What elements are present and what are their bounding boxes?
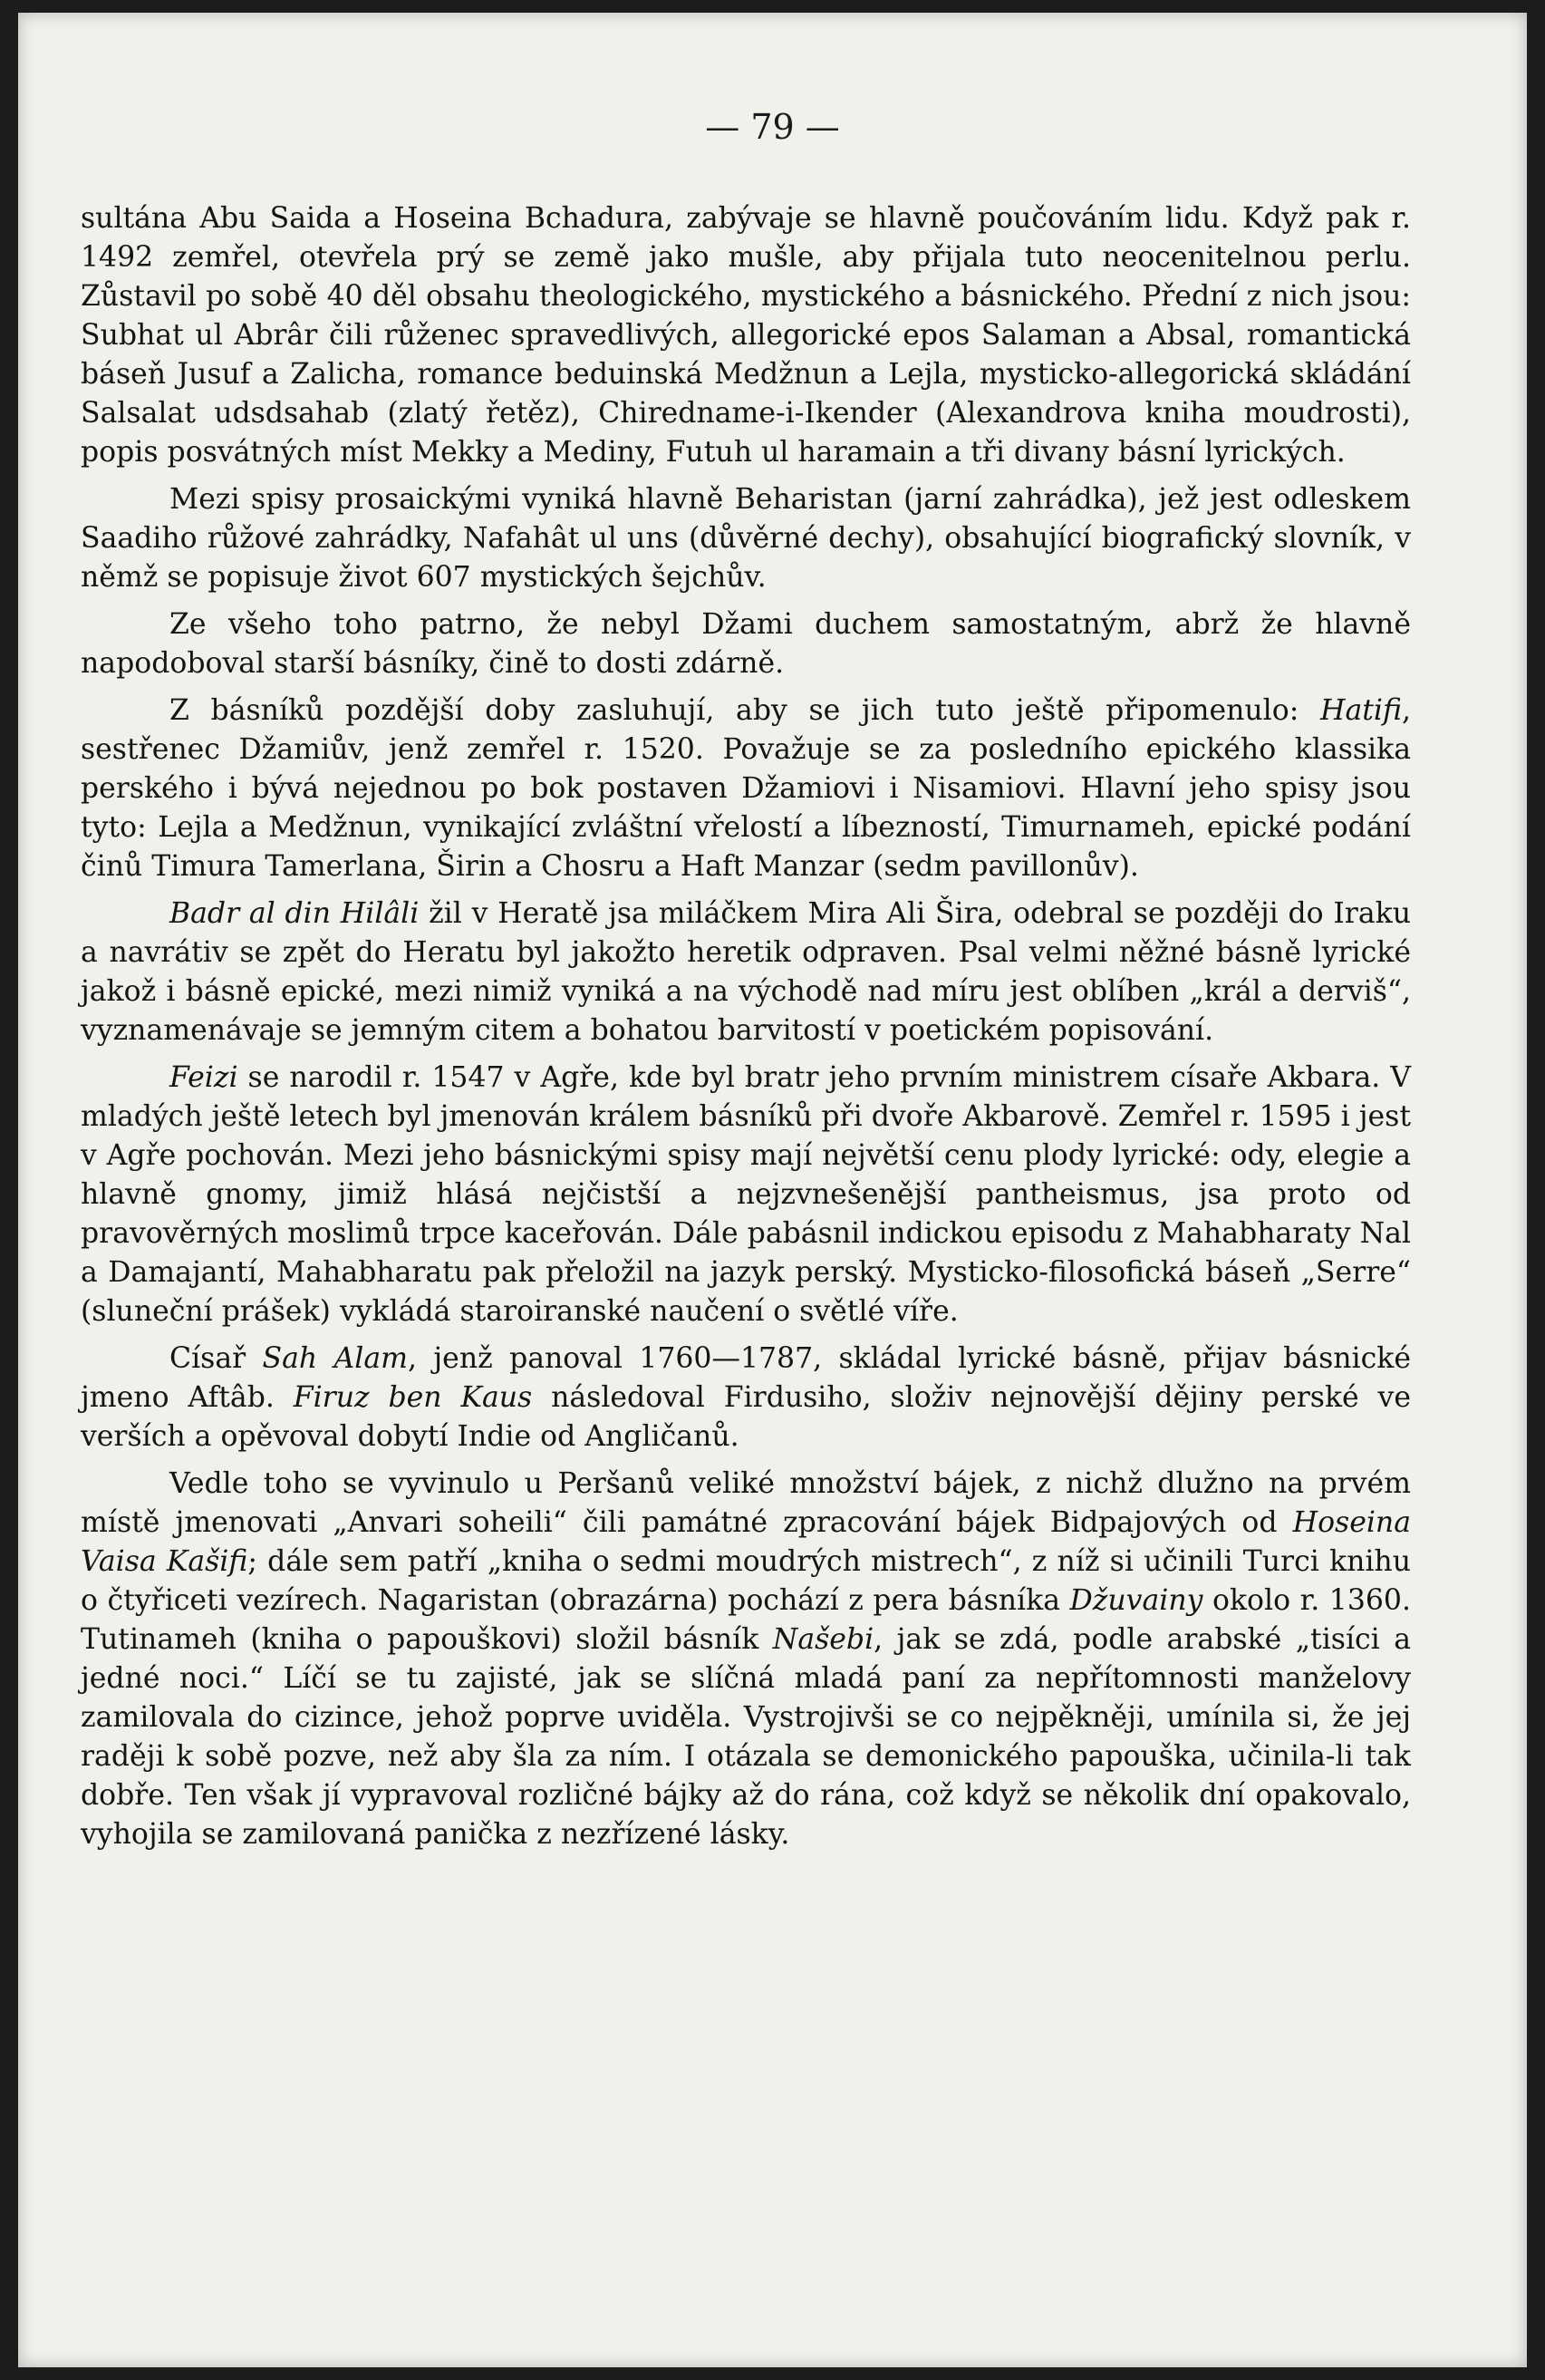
text-run: sultána Abu Saida a Hoseina Bchadura, zabývaje se hlavně poučováním lidu. Když pak r. 1492 zemřel, otevřela prý se země jako mušle, aby přijala tuto neocenitelnou perlu. Zůstavil po sobě 40 děl obsahu theologického, mystického a básnického. Přední z nich jsou: Subhat ul Abrâr čili růženec spravedlivých, allegorické epos Salaman a Absal, romantická báseň Jusuf a Zalicha, romance beduinská Medžnun a Lejla, mysticko-allegorická skládání Salsalat udsdsahab (zlatý řetěz), Chiredname-i-Ikender (Alexandrova kniha moudrosti), popis posvátných míst Mekky a Mediny, Futuh ul haramain a tři divany básní lyrických. (81, 202, 1411, 469)
paragraph (81, 1340, 1411, 1456)
italic-name: Hatifi (1319, 694, 1402, 727)
paragraph (81, 1465, 1411, 1854)
paragraph (81, 1059, 1411, 1331)
italic-name: Hoseina Vaisa Kašifi (81, 1506, 1411, 1578)
paragraph (81, 692, 1411, 886)
text-run: se narodil r. 1547 v Agře, kde byl bratr jeho prvním ministrem císaře Akbara. V mladých ještě letech byl jmenován králem básníků při dvoře Akbarově. Zemřel r. 1595 i jest v Agře pochován. Mezi jeho básnickými spisy mají největší cenu plody lyrické: ody, elegie a hlavně gnomy, jimiž hlásá nejčistší a nejzvnešenější pantheismus, jsa proto od pravověrných moslimů trpce kaceřován. Dále pabásnil indickou episodu z Mahabharaty Nal a Damajantí, Mahabharatu pak přeložil na jazyk perský. Mysticko-filosofická báseň „Serre“ (sluneční prášek) vykládá staroiranské naučení o světlé víře. (81, 1061, 1411, 1328)
text-run: , sestřenec Džamiův, jenž zemřel r. 1520. Považuje se za posledního epického klassika perského i bývá nejednou po bok postaven Džamiovi i Nisamiovi. Hlavní jeho spisy jsou tyto: Lejla a Medžnun, vynikající zvláštní vřelostí a líbezností, Timurnameh, epické podání činů Timura Tamerlana, Širin a Chosru a Haft Manzar (sedm pavillonův). (81, 694, 1411, 883)
italic-name: Feizi (169, 1061, 238, 1094)
paragraph (81, 199, 1411, 472)
text-run: Z básníků pozdější doby zasluhují, aby se jich tuto ještě připomenulo: (169, 694, 1320, 727)
paragraph (81, 895, 1411, 1050)
body-text (81, 199, 1411, 1854)
text-run: následoval Firdusiho, složiv nejnovější dějiny perské ve verších a opěvoval dobytí Indie od Angličanů. (81, 1381, 1411, 1453)
italic-name: Firuz ben Kaus (293, 1381, 533, 1414)
text-run: Mezi spisy prosaickými vyniká hlavně Beharistan (jarní zahrádka), jež jest odleskem Saadiho růžové zahrádky, Nafahât ul uns (důvěrné dechy), obsahující biografický slovník, v němž se popisuje život 607 mystických šejchův. (81, 483, 1411, 594)
text-run: Vedle toho se vyvinulo u Peršanů veliké množství bájek, z nichž dlužno na prvém místě jmenovati „Anvari soheili“ čili památné zpracování bájek Bidpajových od (81, 1467, 1411, 1539)
italic-name: Sah Alam (262, 1342, 409, 1375)
text-run: ; dále sem patří „kniha o sedmi moudrých mistrech“, z níž si učinili Turci knihu o čtyřiceti vezírech. Nagaristan (obrazárna) pochází z pera básníka (81, 1545, 1411, 1617)
italic-name: Badr al din Hilâli (169, 897, 420, 930)
text-run: , jak se zdá, podle arabské „tisíci a jedné noci.“ Líčí se tu zajisté, jak se slíčná mladá paní za nepřítomnosti manželovy zamilovala do cizince, jehož poprve uviděla. Vystrojivši se co nejpěkněji, umínila si, že jej raději k sobě pozve, než aby šla za ním. I otázala se demonického papouška, učinila-li tak dobře. Ten však jí vypravoval rozličné bájky až do rána, což když se několik dní opakovalo, vyhojila se zamilovaná panička z nezřízené lásky. (81, 1623, 1411, 1851)
paragraph (81, 480, 1411, 597)
text-run: okolo r. 1360. Tutinameh (kniha o papouškovi) složil básník (81, 1584, 1411, 1656)
text-run: Ze všeho toho patrno, že nebyl Džami duchem samostatným, abrž že hlavně napodoboval starší básníky, čině to dosti zdárně. (81, 608, 1411, 680)
text-run: Císař (169, 1342, 263, 1375)
text-run: žil v Heratě jsa miláčkem Mira Ali Šira, odebral se později do Iraku a navrátiv se zpět do Heratu byl jakožto heretik odpraven. Psal velmi něžné básně lyrické jakož i básně epické, mezi nimiž vyniká a na východě nad míru jest oblíben „král a derviš“, vyznamenávaje se jemným citem a bohatou barvitostí v poetickém popisování. (81, 897, 1411, 1047)
italic-name: Džuvainy (1069, 1584, 1203, 1617)
book-page (18, 13, 1527, 2367)
page-number: — 79 — (705, 107, 840, 147)
text-run: , jenž panoval 1760—1787, skládal lyrické básně, přijav básnické jmeno Aftâb. (81, 1342, 1411, 1414)
italic-name: Našebi (772, 1623, 874, 1656)
paragraph (81, 605, 1411, 683)
